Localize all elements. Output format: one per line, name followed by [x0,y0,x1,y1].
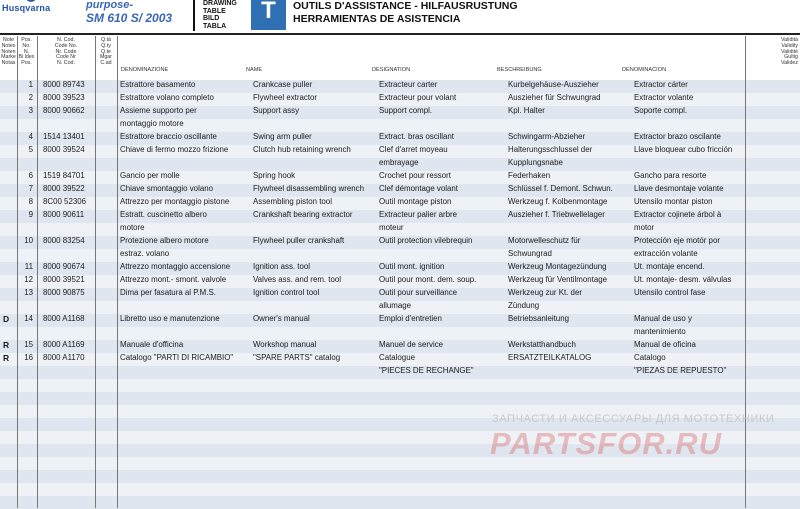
page-title-line2: HERRAMIENTAS DE ASISTENCIA [293,13,461,25]
row-desc-de: Federhaken [508,171,551,180]
row-pos: 1 [28,80,33,89]
table-number-badge: T [251,0,286,30]
col-header-pos: Pos. No. N. Bi ldex Pos. [18,37,35,67]
col-header-qty: Q.tà Q.ty Q.te Mgar C.ad [99,37,113,67]
row-desc-en: Flywheel disassembling wrench [253,184,364,193]
row-desc-de: Betriebsanleitung [508,314,569,323]
row-code: 8000 A1170 [43,353,85,362]
row-desc-fr: Outil protection vilebrequin [379,236,473,245]
row-code: 1514 13401 [43,132,85,141]
row-desc-en: Valves ass. and rem. tool [253,275,342,284]
row-desc-fr: Outil mont. ignition [379,262,445,271]
row-desc-it: montaggio motore [120,119,184,128]
row-code: 8000 A1168 [43,314,85,323]
row-pos: 16 [24,353,33,362]
row-stripe [0,392,800,405]
row-desc-de: Werkstatthandbuch [508,340,576,349]
col-header-it: DENOMINAZIONE [121,67,169,73]
row-desc-de: ERSATZTEILKATALOG [508,353,592,362]
row-desc-en: Assembling piston tool [253,197,332,206]
col-header-es: DENOMINACION [622,67,667,73]
row-desc-it: Chiave di fermo mozzo frizione [120,145,229,154]
row-pos: 12 [24,275,33,284]
header-rule [0,33,800,35]
row-desc-en: Ignition control tool [253,288,320,297]
row-desc-es: Extractor brazo oscilante [634,132,721,141]
row-desc-es: Manual de oficina [634,340,696,349]
row-desc-en: "SPARE PARTS" catalog [253,353,341,362]
row-desc-es: Extractor cárter [634,80,688,89]
table-label: DRAWING TABLE BILD TABLA [203,0,237,30]
col-header-note: Note Notes Noten Marke Notas [1,37,16,67]
row-desc-it: Chiave smontaggio volano [120,184,213,193]
row-desc-es: Llave bloquear cubo fricción [634,145,733,154]
row-desc-it: Protezione albero motore [120,236,209,245]
row-desc-it: Gancio per molle [120,171,180,180]
row-desc-es: Extractor volante [634,93,694,102]
row-desc-en: Ignition ass. tool [253,262,311,271]
row-desc-fr: Extracteur palier arbre [379,210,458,219]
row-desc-it: Estrattore basamento [120,80,196,89]
row-code: 8000 39524 [43,145,85,154]
row-desc-it: Attrezzo mont.- smont. valvole [120,275,227,284]
row-stripe [0,496,800,509]
col-sep [95,36,96,508]
row-desc-fr: Extracteur carter [379,80,438,89]
row-code: 8000 A1169 [43,340,85,349]
row-note: R [3,353,10,363]
row-code: 8C00 52306 [43,197,86,206]
row-pos: 13 [24,288,33,297]
col-header-validity: Validità Validity Validité Gultig Validez [781,37,798,67]
row-desc-en: Workshop manual [253,340,317,349]
row-code: 8000 89743 [43,80,85,89]
row-desc-es: Gancho para resorte [634,171,707,180]
row-desc-de: Kurbelgehäuse-Auszieher [508,80,599,89]
row-desc-fr: Catalogue [379,353,415,362]
row-desc-en: Support assy [253,106,300,115]
row-desc-de: Werkzeug f. Kolbenmontage [508,197,608,206]
row-desc-fr: allumage [379,301,412,310]
row-desc-de: Werkzeug für Ventilmontage [508,275,607,284]
row-code: 8000 90875 [43,288,85,297]
row-stripe [0,470,800,483]
row-desc-en: Spring hook [253,171,296,180]
row-pos: 11 [24,262,33,271]
row-desc-de: Schlüssel f. Demont. Schwun. [508,184,613,193]
row-desc-de: Motorwelleschutz für [508,236,581,245]
brand [0,0,64,16]
row-desc-de: Auszieher für Schwungrad [508,93,601,102]
row-pos: 7 [28,184,33,193]
row-desc-es: Utensilo control fase [634,288,706,297]
row-pos: 9 [28,210,33,219]
row-desc-es: Ut. montaje- desm. válvulas [634,275,732,284]
row-desc-fr: Clef d'arret moyeau [379,145,448,154]
row-desc-es: mantenimiento [634,327,686,336]
row-desc-it: Assieme supporto per [120,106,197,115]
row-pos: 5 [28,145,33,154]
row-desc-it: Catalogo "PARTI DI RICAMBIO" [120,353,234,362]
model-subtitle-line1: purpose- [86,0,134,11]
row-pos: 15 [24,340,33,349]
row-desc-de: Zündung [508,301,540,310]
row-desc-es: Extractor cojinete árbol à [634,210,722,219]
row-pos: 6 [28,171,33,180]
model-subtitle-line2: SM 610 S/ 2003 [86,11,173,25]
row-desc-fr: Outil pour mont. dem. soup. [379,275,477,284]
row-pos: 3 [28,106,33,115]
row-desc-it: Dima per fasatura al P.M.S. [120,288,216,297]
row-stripe [0,483,800,496]
row-desc-de: Auszieher f. Triebwellelager [508,210,605,219]
row-desc-es: "PIEZAS DE REPUESTO" [634,366,727,375]
col-sep [117,36,118,508]
row-desc-it: Estrattore volano completo [120,93,214,102]
row-code: 8000 39522 [43,184,85,193]
row-pos: 8 [28,197,33,206]
row-desc-es: extracción volante [634,249,698,258]
row-pos: 14 [24,314,33,323]
page-header [0,0,800,33]
col-header-de: BESCHREIBUNG [497,67,542,73]
row-desc-it: Attrezzo per montaggio pistone [120,197,230,206]
row-desc-fr: Outil montage piston [379,197,452,206]
row-desc-it: Libretto uso e manutenzione [120,314,220,323]
row-desc-en: Owner's manual [253,314,310,323]
row-desc-en: Swing arm puller [253,132,312,141]
row-desc-es: Manual de uso y [634,314,692,323]
row-desc-en: Crankcase puller [253,80,313,89]
row-code: 8000 90611 [43,210,85,219]
row-desc-fr: embrayage [379,158,419,167]
row-desc-fr: Manuel de service [379,340,444,349]
row-desc-en: Flywheel extractor [253,93,318,102]
brand-name: Husqvarna [2,3,51,13]
col-header-fr: DESIGNATION [372,67,411,73]
row-desc-fr: Emploi d'entretien [379,314,442,323]
row-desc-fr: Outil pour surveillance [379,288,458,297]
row-desc-en: Crankshaft bearing extractor [253,210,353,219]
row-desc-es: motor [634,223,655,232]
col-sep [745,36,746,508]
row-pos: 2 [28,93,33,102]
row-code: 8000 90662 [43,106,85,115]
row-pos: 4 [28,132,33,141]
row-desc-es: Ut. montaje encend. [634,262,705,271]
watermark-text: ЗАПЧАСТИ И АКСЕССУАРЫ ДЛЯ МОТОТЕХНИКИ [492,413,775,425]
row-desc-fr: Clef démontage volant [379,184,458,193]
row-desc-it: estraz. volano [120,249,170,258]
watermark-logo: PARTSFOR.RU [490,426,723,461]
row-desc-fr: Extract. bras oscillant [379,132,454,141]
col-sep [17,36,18,508]
page-title-line1: OUTILS D'ASSISTANCE - HILFAUSRUSTUNG [293,0,518,12]
row-desc-it: Manuale d'officina [120,340,184,349]
row-code: 8000 90674 [43,262,85,271]
row-desc-it: Estratt. cuscinetto albero [120,210,207,219]
row-desc-de: Werkzeug zur Kt. der [508,288,582,297]
row-desc-en: Flywheel puller crankshaft [253,236,345,245]
row-desc-it: motore [120,223,145,232]
row-code: 8000 39521 [43,275,85,284]
header-divider [193,0,195,31]
row-stripe [0,379,800,392]
row-desc-en: Clutch hub retaining wrench [253,145,351,154]
row-desc-fr: moteur [379,223,404,232]
row-desc-de: Halterungsschlussel der [508,145,593,154]
row-desc-es: Utensilo montar piston [634,197,713,206]
row-code: 8000 83254 [43,236,85,245]
row-pos: 10 [24,236,33,245]
col-header-en: NAME [246,67,263,73]
row-desc-es: Soporte compl. [634,106,688,115]
row-desc-de: Kupplungsnabe [508,158,563,167]
row-desc-it: Attrezzo montaggio accensione [120,262,231,271]
row-desc-de: Schwungrad [508,249,552,258]
row-desc-es: Llave desmontaje volante [634,184,724,193]
row-desc-de: Kpl. Halter [508,106,545,115]
row-desc-fr: Crochet pour ressort [379,171,451,180]
row-desc-fr: Extracteur pour volant [379,93,457,102]
row-desc-de: Schwingarm-Abzieher [508,132,586,141]
row-note: R [3,340,10,350]
row-desc-de: Werkzeug Montagezündung [508,262,607,271]
row-code: 1519 84701 [43,171,85,180]
col-header-code: N. Cod. Code No. Nr. Code Code Nr N. Cod. [54,37,78,67]
row-desc-it: Estrattore braccio oscillante [120,132,217,141]
row-desc-es: Catalogo [634,353,666,362]
col-sep [37,36,38,508]
row-note: D [3,314,10,324]
row-desc-es: Protección eje motór por [634,236,720,245]
row-desc-fr: "PIECES DE RECHANGE" [379,366,474,375]
row-code: 8000 39523 [43,93,85,102]
row-desc-fr: Support compl. [379,106,433,115]
